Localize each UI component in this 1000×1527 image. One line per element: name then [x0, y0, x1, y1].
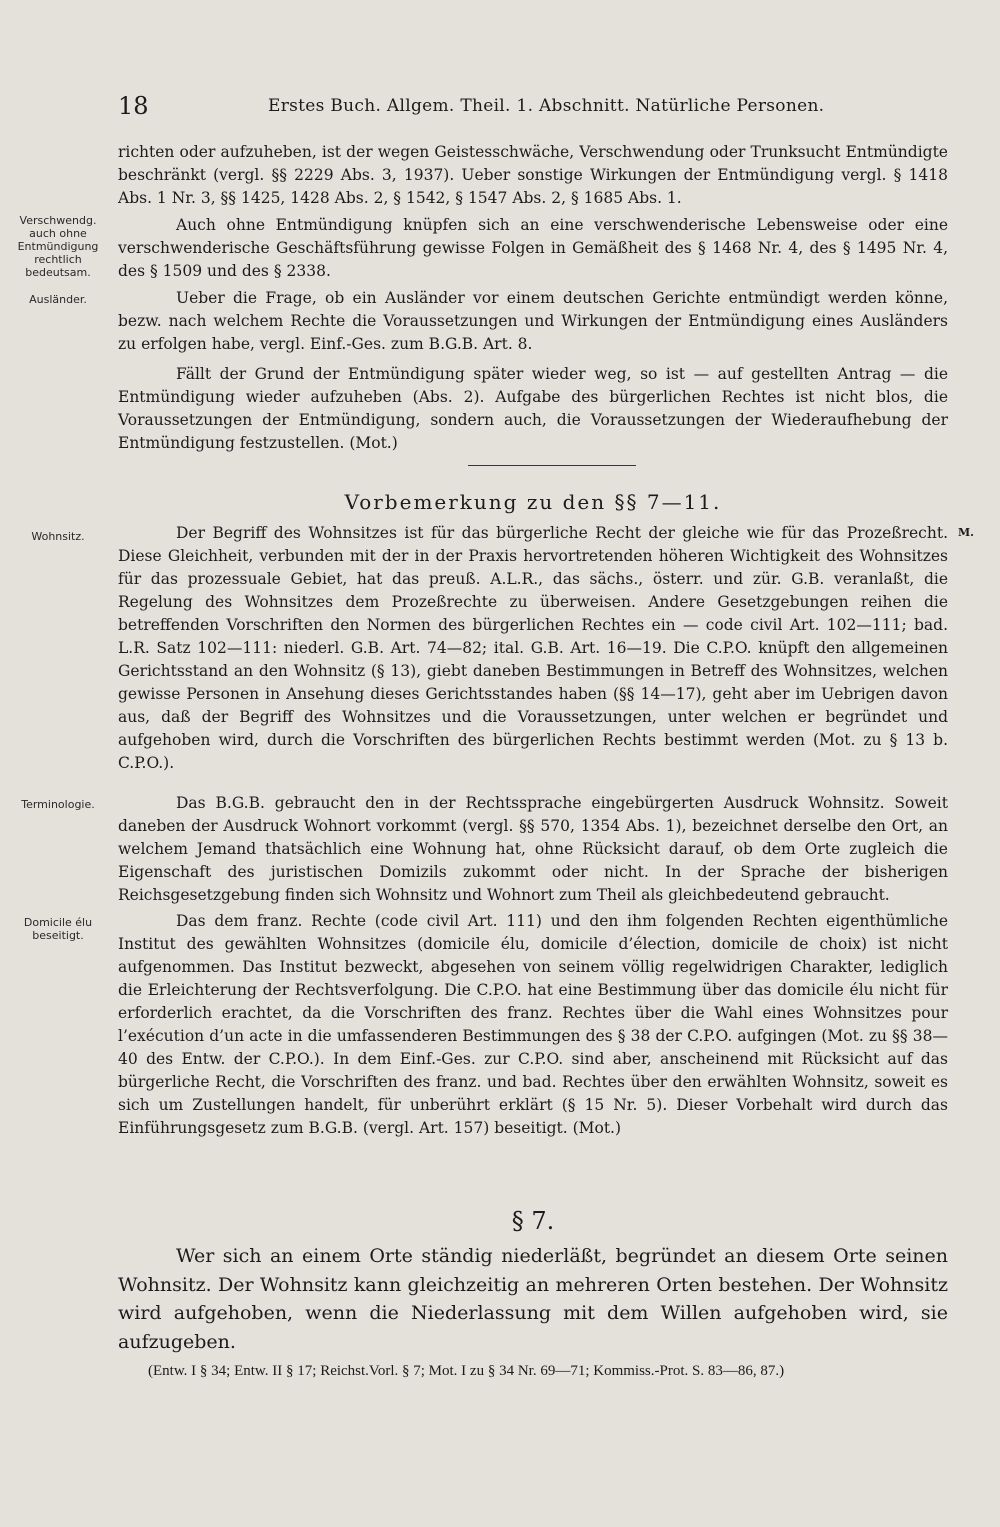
- page-number: 18: [118, 92, 149, 120]
- paragraph-continuation: richten oder aufzuheben, ist der wegen Geistesschwäche, Verschwendung oder Trunksucht Entmündigte beschränkt (vergl. §§ 2229 Abs. 3, 1937). Ueber sonstige Wirkungen der Entmündigung vergl. § 1418 Abs. 1 Nr. 3, §§ 1425, 1428 Abs. 2, § 1542, § 1547 Abs. 2, § 1685 Abs. 1.: [118, 143, 948, 207]
- margin-note-domicile-elu: Domicile élu beseitigt.: [23, 916, 93, 942]
- paragraph-auslaender: Ueber die Frage, ob ein Ausländer vor einem deutschen Gerichte entmündigt werden könne, bezw. nach welchem Rechte die Voraussetzungen und Wirkungen der Entmündigung eines Ausländers zu erfolgen habe, vergl. Einf.-Ges. zum B.G.B. Art. 8.: [118, 289, 948, 353]
- statute-citation: (Entw. I § 34; Entw. II § 17; Reichst.Vorl. § 7; Mot. I zu § 34 Nr. 69—71; Kommiss.-Prot. S. 83—86, 87.): [148, 1363, 785, 1379]
- section-divider: [468, 465, 636, 466]
- section-heading-vorbemerkung: Vorbemerkung zu den §§ 7—11.: [344, 490, 722, 514]
- margin-note-terminologie: Terminologie.: [21, 798, 95, 811]
- margin-marker-m: M.: [958, 526, 975, 539]
- margin-note-wohnsitz: Wohnsitz.: [31, 530, 85, 543]
- running-head-title: Erstes Buch. Allgem. Theil. 1. Abschnitt. Natürliche Personen.: [268, 96, 825, 116]
- paragraph-terminologie: Das B.G.B. gebraucht den in der Rechtssprache eingebürgerten Ausdruck Wohnsitz. Soweit daneben der Ausdruck Wohnort vorkommt (vergl. §§ 570, 1354 Abs. 1), bezeichnet derselbe den Ort, an welchem Jemand thatsächlich eine Wohnung hat, ohne Rücksicht darauf, ob dem Orte zugleich die Eigenschaft des juristischen Domizils zukommt oder nicht. In der Sprache der bisherigen Reichsgesetzgebung finden sich Wohnsitz und Wohnort zum Theil als gleichbedeutend gebraucht.: [118, 794, 948, 904]
- running-head: [118, 92, 958, 122]
- paragraph-verschwendung: Auch ohne Entmündigung knüpfen sich an eine verschwenderische Lebensweise oder eine verschwenderische Geschäftsführung gewisse Folgen in Gemäßheit des § 1468 Nr. 4, des § 1495 Nr. 4, des § 1509 und des § 2338.: [118, 216, 948, 280]
- paragraph-wohnsitz: Der Begriff des Wohnsitzes ist für das bürgerliche Recht der gleiche wie für das Prozeßrecht. Diese Gleichheit, verbunden mit der in der Praxis hervortretenden höheren Wichtigkeit des Wohnsitzes für das prozessuale Gebiet, hat das preuß. A.L.R., das sächs., österr. und zür. G.B. veranlaßt, die Regelung des Wohnsitzes dem Prozeßrechte zu überweisen. Andere Gesetzgebungen reihen die betreffenden Vorschriften den Normen des bürgerlichen Rechtes ein — code civil Art. 102—111; bad. L.R. Satz 102—111: niederl. G.B. Art. 74—82; ital. G.B. Art. 16—19. Die C.P.O. knüpft den allgemeinen Gerichtsstand an den Wohnsitz (§ 13), giebt daneben Bestimmungen in Betreff des Wohnsitzes, welchen gewisse Personen in Ansehung dieses Gerichtsstandes haben (§§ 14—17), geht aber im Uebrigen davon aus, daß der Begriff des Wohnsitzes und die Voraussetzungen, unter welchen er begründet und aufgehoben wird, durch die Vorschriften des bürgerlichen Rechts bestimmt werden (Mot. zu § 13 b. C.P.O.).: [118, 524, 948, 772]
- paragraph-domicile-elu: Das dem franz. Rechte (code civil Art. 111) und den ihm folgenden Rechten eigenthümliche Institut des gewählten Wohnsitzes (domicile élu, domicile d’élection, domicile de choix) ist nicht aufgenommen. Das Institut bezweckt, abgesehen von seinem völlig regelwidrigen Charakter, lediglich die Erleichterung der Rechtsverfolgung. Die C.P.O. hat eine Bestimmung über das domicile élu nicht für erforderlich erachtet, da die Vorschriften des franz. Rechtes über die Wahl eines Wohnsitzes pour l’exécution d’un acte in die umfassenderen Bestimmungen des § 38 der C.P.O. aufgingen (Mot. zu §§ 38—40 des Entw. der C.P.O.). In dem Einf.-Ges. zur C.P.O. sind aber, anscheinend mit Rücksicht auf das bürgerliche Recht, die Vorschriften des franz. und bad. Rechtes über den erwählten Wohnsitz, soweit es sich um Zustellungen handelt, für unberührt erklärt (§ 15 Nr. 5). Dieser Vorbehalt wird durch das Einführungsgesetz zum B.G.B. (vergl. Art. 157) beseitigt. (Mot.): [118, 912, 948, 1137]
- margin-note-verschwendung: Verschwendg. auch ohne Entmündigung rechtlich bedeutsam.: [17, 214, 99, 279]
- paragraph-wiederaufhebung: Fällt der Grund der Entmündigung später wieder weg, so ist — auf gestellten Antrag — die Entmündigung wieder aufzuheben (Abs. 2). Aufgabe des bürgerlichen Rechtes ist nicht blos, die Voraussetzungen der Entmündigung, sondern auch, die Voraussetzungen der Wiederaufhebung der Entmündigung festzustellen. (Mot.): [118, 365, 948, 452]
- statute-text: Wer sich an einem Orte ständig niederläßt, begründet an diesem Orte seinen Wohnsitz. Der Wohnsitz kann gleichzeitig an mehreren Orten bestehen. Der Wohnsitz wird aufgehoben, wenn die Niederlassung mit dem Willen aufgehoben wird, sie aufzugeben.: [118, 1245, 948, 1353]
- margin-note-auslaender: Ausländer.: [29, 293, 87, 306]
- section-number: § 7.: [511, 1207, 555, 1235]
